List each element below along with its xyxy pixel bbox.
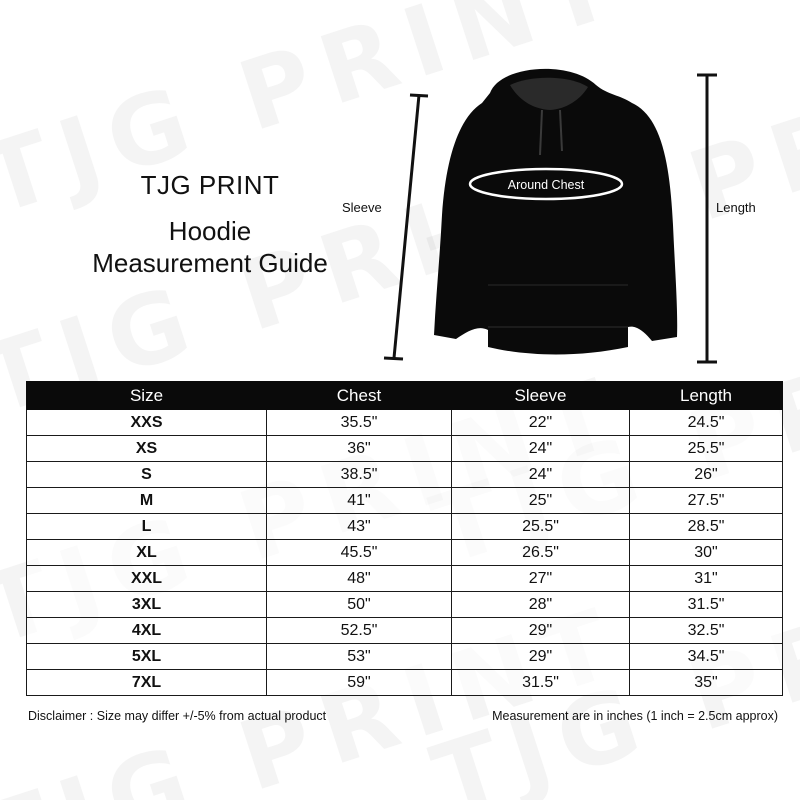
sleeve-measure-line [384, 95, 428, 359]
length-label: Length [716, 200, 756, 215]
chest-cell: 35.5" [267, 410, 452, 436]
table-row [27, 670, 783, 696]
size-cell: 3XL [27, 592, 267, 618]
size-table [26, 381, 783, 696]
length-cell: 31.5" [630, 592, 783, 618]
size-cell: M [27, 488, 267, 514]
sleeve-cell: 29" [452, 644, 630, 670]
chest-label: Around Chest [507, 178, 585, 192]
length-cell: 28.5" [630, 514, 783, 540]
length-cell: 34.5" [630, 644, 783, 670]
table-row [27, 540, 783, 566]
sleeve-cell: 28" [452, 592, 630, 618]
size-cell: L [27, 514, 267, 540]
sleeve-cell: 25.5" [452, 514, 630, 540]
table-row [27, 436, 783, 462]
hoodie-body [434, 69, 677, 355]
disclaimer-text: Disclaimer : Size may differ +/-5% from actual product [28, 709, 327, 723]
length-cell: 25.5" [630, 436, 783, 462]
table-row [27, 410, 783, 436]
sleeve-cell: 31.5" [452, 670, 630, 696]
hoodie-diagram [370, 55, 730, 370]
chest-cell: 41" [267, 488, 452, 514]
column-header-size: Size [27, 382, 267, 410]
chest-cell: 36" [267, 436, 452, 462]
sleeve-cell: 24" [452, 436, 630, 462]
sleeve-label: Sleeve [342, 200, 382, 215]
chest-cell: 53" [267, 644, 452, 670]
column-header-sleeve: Sleeve [452, 382, 630, 410]
sleeve-cell: 22" [452, 410, 630, 436]
length-measure-line [697, 75, 717, 362]
chest-cell: 38.5" [267, 462, 452, 488]
length-cell: 32.5" [630, 618, 783, 644]
table-header-row [27, 382, 783, 410]
table-row [27, 618, 783, 644]
table-row [27, 592, 783, 618]
chest-cell: 59" [267, 670, 452, 696]
size-cell: 4XL [27, 618, 267, 644]
sleeve-cell: 29" [452, 618, 630, 644]
guide-title-line1: Hoodie [168, 216, 252, 246]
table-row [27, 566, 783, 592]
chest-cell: 48" [267, 566, 452, 592]
length-cell: 35" [630, 670, 783, 696]
chest-cell: 52.5" [267, 618, 452, 644]
size-cell: 7XL [27, 670, 267, 696]
sleeve-cell: 24" [452, 462, 630, 488]
size-cell: XXL [27, 566, 267, 592]
hoodie-silhouette [434, 69, 677, 355]
size-cell: S [27, 462, 267, 488]
table-row [27, 462, 783, 488]
column-header-length: Length [630, 382, 783, 410]
guide-title-line2: Measurement Guide [92, 248, 328, 278]
length-cell: 27.5" [630, 488, 783, 514]
sleeve-cell: 26.5" [452, 540, 630, 566]
table-row [27, 514, 783, 540]
size-cell: XL [27, 540, 267, 566]
sleeve-cell: 27" [452, 566, 630, 592]
units-note: Measurement are in inches (1 inch = 2.5cm approx) [492, 709, 778, 723]
length-cell: 26" [630, 462, 783, 488]
table-row [27, 644, 783, 670]
size-cell: 5XL [27, 644, 267, 670]
chest-cell: 43" [267, 514, 452, 540]
brand-name: TJG PRINT [140, 170, 280, 200]
table-body [27, 410, 783, 696]
length-cell: 31" [630, 566, 783, 592]
length-cell: 24.5" [630, 410, 783, 436]
table-row [27, 488, 783, 514]
column-header-chest: Chest [267, 382, 452, 410]
size-cell: XS [27, 436, 267, 462]
length-cell: 30" [630, 540, 783, 566]
size-cell: XXS [27, 410, 267, 436]
sleeve-cell: 25" [452, 488, 630, 514]
chest-cell: 45.5" [267, 540, 452, 566]
title-block [40, 170, 380, 279]
chest-cell: 50" [267, 592, 452, 618]
